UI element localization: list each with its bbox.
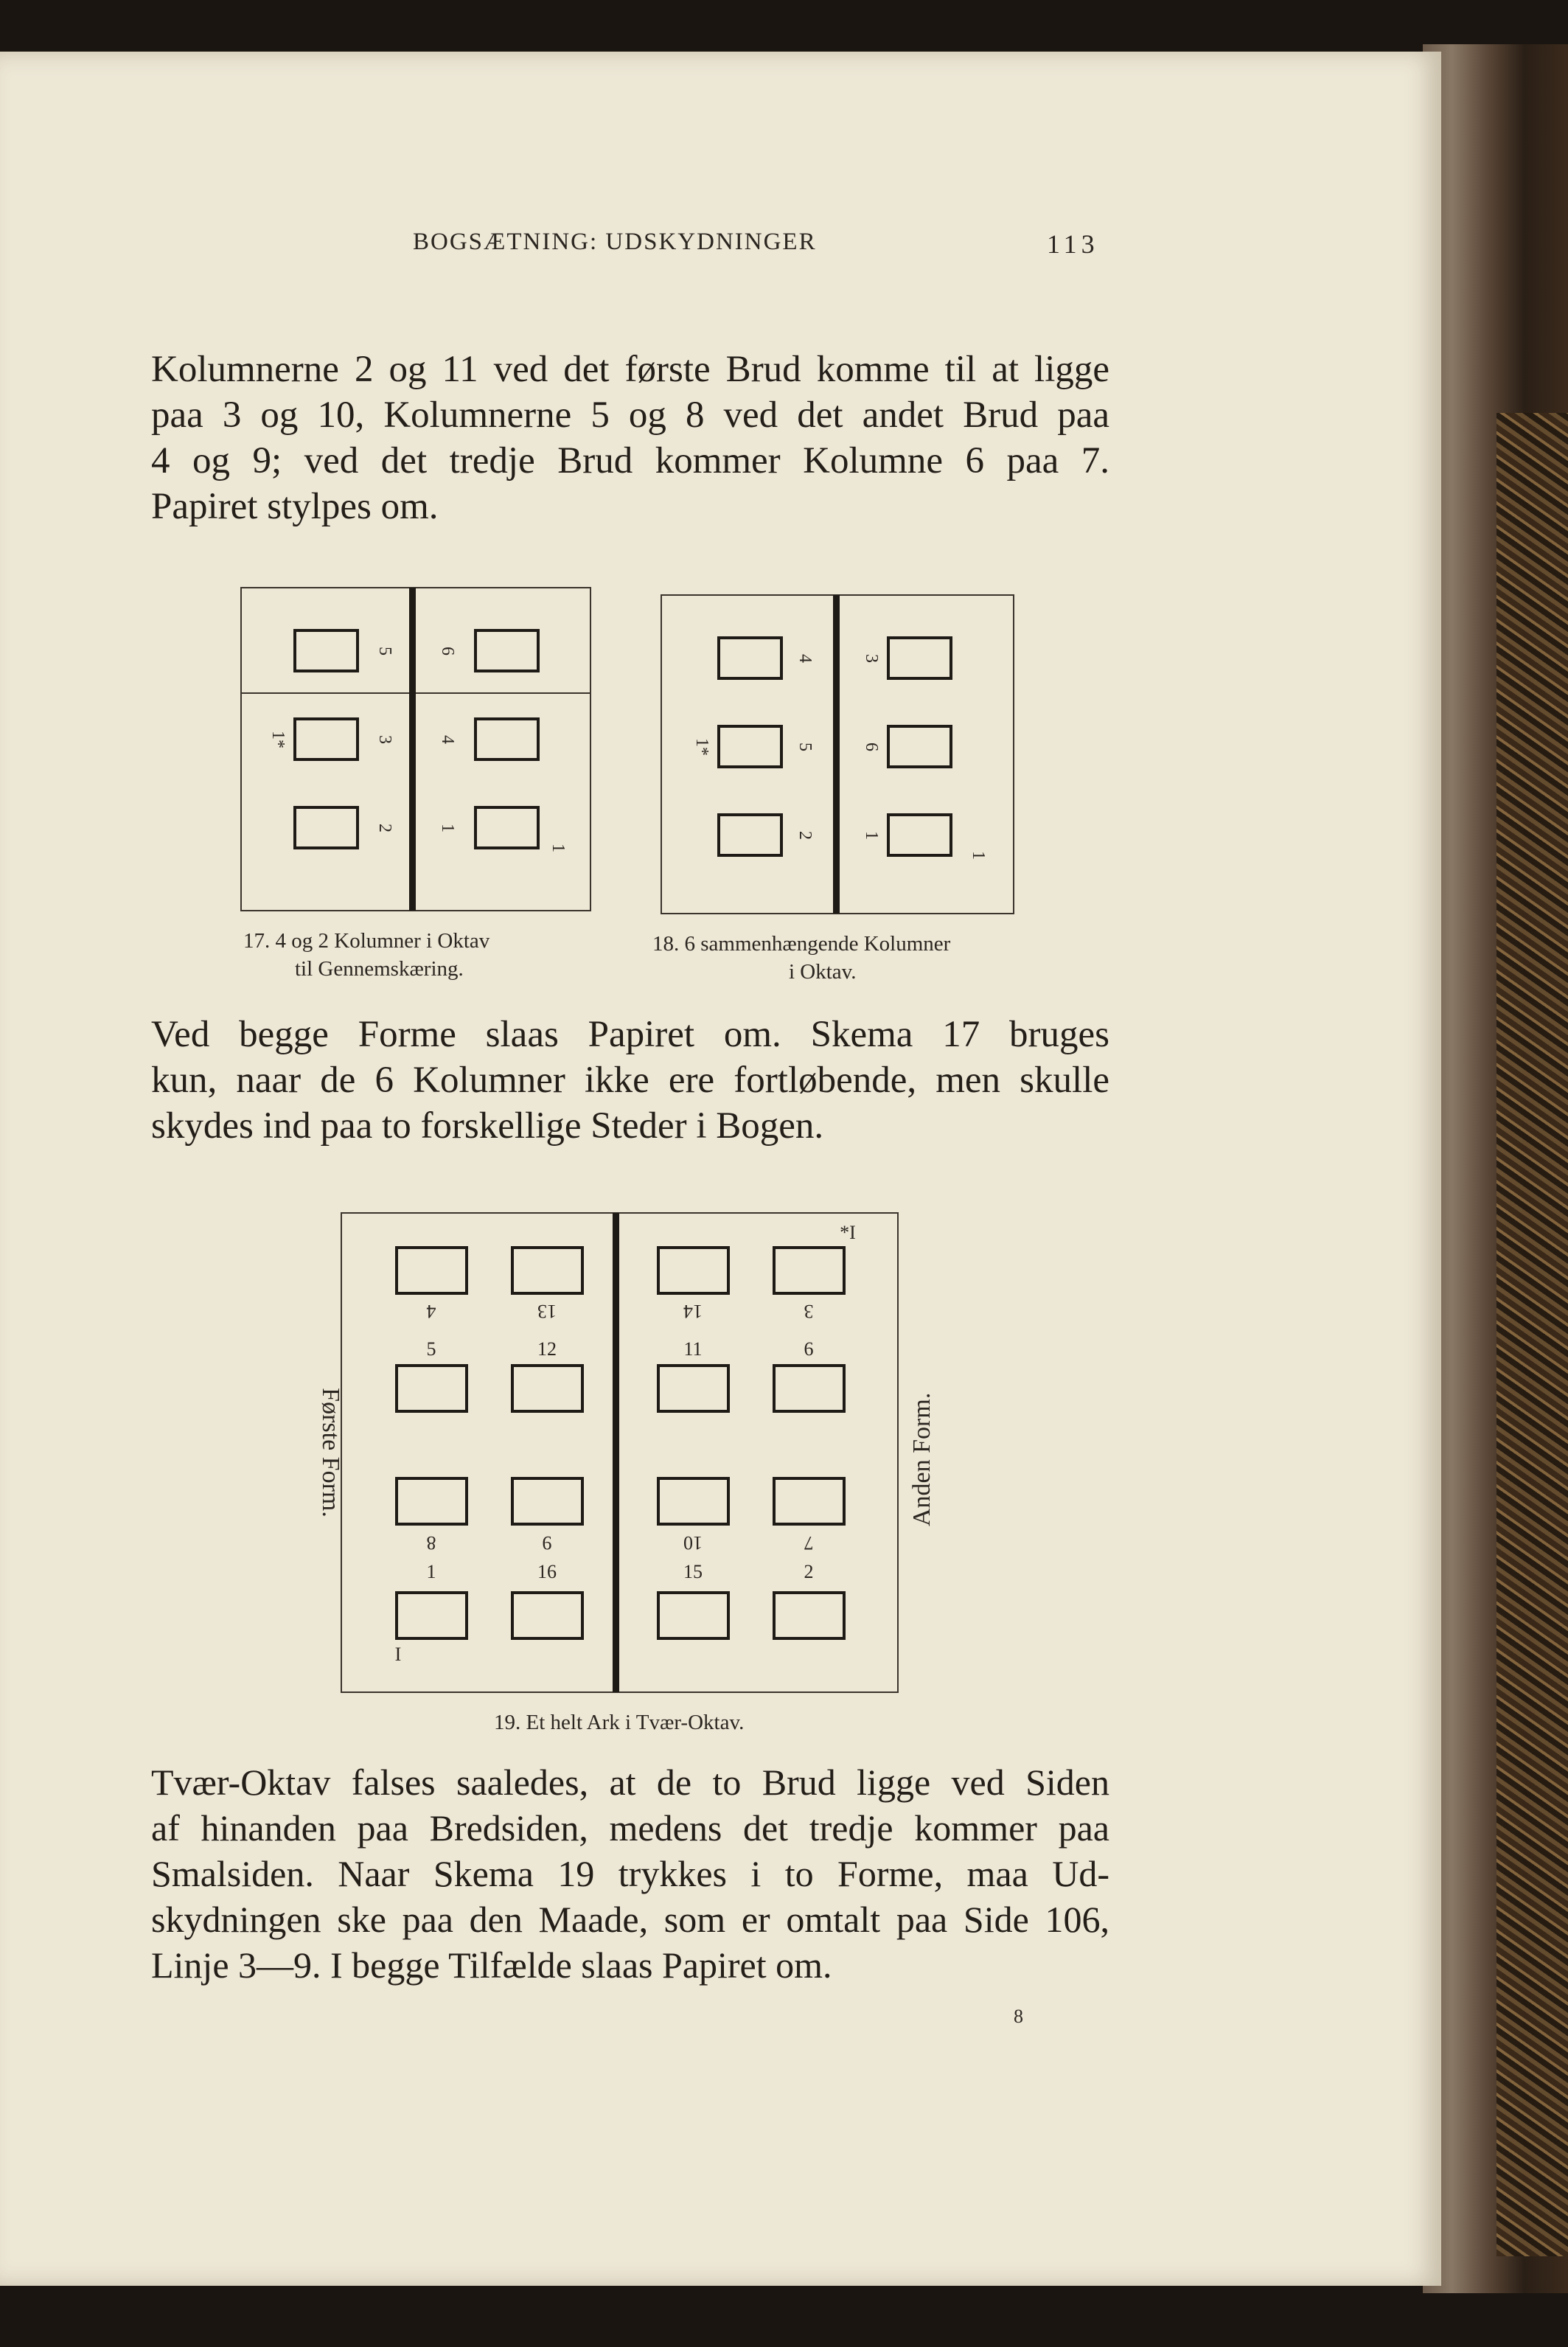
caption-18-line2: i Oktav. bbox=[789, 960, 857, 984]
fig17-label: 3 bbox=[375, 735, 394, 744]
caption-18-line1: 18. 6 sammenhængende Kolumner bbox=[652, 932, 951, 956]
text-line: skydningen ske paa den Maade, som er omtalt paa Side 106, bbox=[151, 1899, 1109, 1940]
fig19-label: 12 bbox=[537, 1338, 557, 1360]
fig19-label: 15 bbox=[683, 1561, 703, 1582]
caption-19: 19. Et helt Ark i Tvær-Oktav. bbox=[494, 1711, 745, 1734]
fig19-label: 1 bbox=[426, 1561, 436, 1582]
text-line: skydes ind paa to forskellige Steder i Bogen. bbox=[151, 1105, 824, 1147]
fig19-label: 14 bbox=[683, 1301, 703, 1322]
text-line: Kolumnerne 2 og 11 ved det første Brud komme til at ligge bbox=[151, 349, 1109, 390]
fig17-label: 1 bbox=[438, 824, 457, 832]
signature-mark: 8 bbox=[1014, 2006, 1023, 2027]
first-form-label: Første Form. bbox=[317, 1388, 344, 1517]
fig17-label: 4 bbox=[438, 735, 457, 744]
fig19-bottom-label: I bbox=[394, 1644, 402, 1665]
fig17-label: 5 bbox=[375, 647, 394, 656]
fig17-label: 6 bbox=[438, 647, 457, 656]
running-header: BOGSÆTNING: UDSKYDNINGER bbox=[413, 229, 817, 255]
fig19-label: 2 bbox=[804, 1561, 814, 1582]
fig19-label: 5 bbox=[426, 1338, 436, 1360]
fig19-label: 6 bbox=[804, 1338, 814, 1360]
text-line: Tvær-Oktav falses saaledes, at de to Brud ligge ved Siden bbox=[151, 1762, 1109, 1803]
fig18-label: 3 bbox=[862, 654, 881, 663]
text-line: Linje 3—9. I begge Tilfælde slaas Papiret om. bbox=[151, 1944, 832, 1986]
fig18-label: 1 bbox=[969, 851, 988, 860]
fig19-label: 8 bbox=[426, 1532, 436, 1554]
fig18-label: 1* bbox=[692, 738, 711, 756]
fig19-label: 9 bbox=[542, 1532, 552, 1554]
text-line: Papiret stylpes om. bbox=[151, 486, 439, 527]
page-number: 113 bbox=[1047, 229, 1099, 259]
text-line: Smalsiden. Naar Skema 19 trykkes i to Forme, maa Ud- bbox=[151, 1853, 1109, 1894]
text-line: Ved begge Forme slaas Papiret om. Skema 17 bruges bbox=[151, 1014, 1109, 1055]
fig19-label: 3 bbox=[804, 1301, 814, 1322]
fig19-label: 4 bbox=[426, 1301, 436, 1322]
caption-17-line2: til Gennemskæring. bbox=[295, 957, 464, 981]
second-form-text: Anden Form. bbox=[908, 1392, 935, 1526]
text-line: paa 3 og 10, Kolumnerne 5 og 8 ved det andet Brud paa bbox=[151, 394, 1109, 436]
fig18-label: 2 bbox=[795, 831, 815, 840]
figure-17 bbox=[240, 586, 593, 914]
marbled-cover bbox=[1496, 413, 1568, 2256]
fig19-label: 10 bbox=[683, 1532, 703, 1554]
fig18-label: 4 bbox=[795, 654, 815, 663]
fig19-label: 7 bbox=[804, 1532, 814, 1554]
fig18-label: 6 bbox=[862, 743, 881, 751]
caption-17-line1: 17. 4 og 2 Kolumner i Oktav bbox=[243, 929, 490, 953]
fig18-label: 5 bbox=[795, 743, 815, 751]
fig18-label: 1 bbox=[862, 831, 881, 840]
paragraph-3 bbox=[151, 1759, 1109, 1988]
fig19-label: 11 bbox=[683, 1338, 703, 1360]
fig19-star-label: *I bbox=[840, 1222, 856, 1243]
text-line: 4 og 9; ved det tredje Brud kommer Kolumne 6 paa 7. bbox=[151, 440, 1109, 481]
fig19-label: 16 bbox=[537, 1561, 557, 1582]
figure-19 bbox=[293, 1209, 913, 1696]
second-form-holder bbox=[901, 1392, 945, 1526]
paragraph-1 bbox=[151, 347, 1109, 529]
fig17-label: 2 bbox=[375, 824, 394, 832]
fig19-label: 13 bbox=[537, 1301, 557, 1322]
figure-18 bbox=[660, 594, 1017, 918]
paragraph-2 bbox=[151, 1012, 1109, 1149]
text-line: kun, naar de 6 Kolumner ikke ere fortløbende, men skulle bbox=[151, 1060, 1109, 1101]
fig17-label: 1* bbox=[268, 731, 288, 748]
fig17-label: 1 bbox=[548, 844, 568, 852]
text-line: af hinanden paa Bredsiden, medens det tredje kommer paa bbox=[151, 1807, 1109, 1849]
